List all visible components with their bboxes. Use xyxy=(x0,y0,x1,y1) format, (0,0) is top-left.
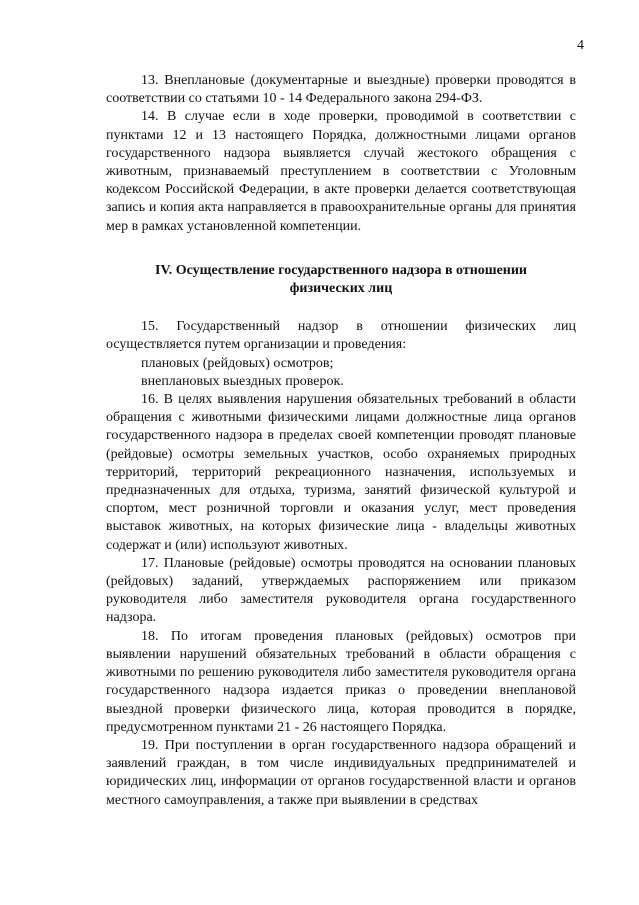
document-body xyxy=(106,72,576,810)
section-heading: IV. Осуществление государственного надзора в отношении физических лиц xyxy=(155,262,527,297)
page-number: 4 xyxy=(577,38,584,53)
paragraph-15: 15. Государственный надзор в отношении физических лиц осуществляется путем организации и проведения: xyxy=(106,319,576,353)
paragraph-16: 16. В целях выявления нарушения обязательных требований в области обращения с животными физическими лицами должностные лица органов государственного надзора в пределах своей компетенции проводят плановые (рейдовые) осмотры земельных участков, особо охраняемых природных территорий, территорий рекреационного назначения, используемых и предназначенных для отдыха, туризма, занятий физической культурой и спортом, мест розничной торговли и оказания услуг, мест проведения выставок животных, на которых физические лица - владельцы животных содержат и (или) используют животных. xyxy=(106,392,576,553)
paragraph-18: 18. По итогам проведения плановых (рейдовых) осмотров при выявлении нарушений обязательных требований в области обращения с животными по решению руководителя либо заместителя руководителя органа государственного надзора издается приказ о проведении внеплановой выездной проверки физического лица, которая проводится в порядке, предусмотренном пунктами 21 - 26 настоящего Порядка. xyxy=(106,628,576,735)
paragraph-15-item-1: плановых (рейдовых) осмотров; xyxy=(141,355,334,371)
paragraph-19: 19. При поступлении в орган государственного надзора обращений и заявлений граждан, в том числе индивидуальных предпринимателей и юридических лиц, информации от органов государственной власти и органов местного самоуправления, а также при выявлении в средствах xyxy=(106,737,576,808)
paragraph-14: 14. В случае если в ходе проверки, проводимой в соответствии с пунктами 12 и 13 настоящего Порядка, должностными лицами органов государственного надзора выявляется случай жестокого обращения с животным, признаваемый преступлением в соответствии с Уголовным кодексом Российской Федерации, в акте проверки делается соответствующая запись и копия акта направляется в правоохранительные органы для принятия мер в рамках установленной компетенции. xyxy=(106,109,576,234)
paragraph-17: 17. Плановые (рейдовые) осмотры проводятся на основании плановых (рейдовых) заданий, утверждаемых распоряжением или приказом руководителя либо заместителя руководителя органа государственного надзора. xyxy=(106,555,576,626)
paragraph-13: 13. Внеплановые (документарные и выездные) проверки проводятся в соответствии со статьями 10 - 14 Федерального закона 294-ФЗ. xyxy=(106,73,576,107)
paragraph-15-item-2: внеплановых выездных проверок. xyxy=(141,373,344,389)
